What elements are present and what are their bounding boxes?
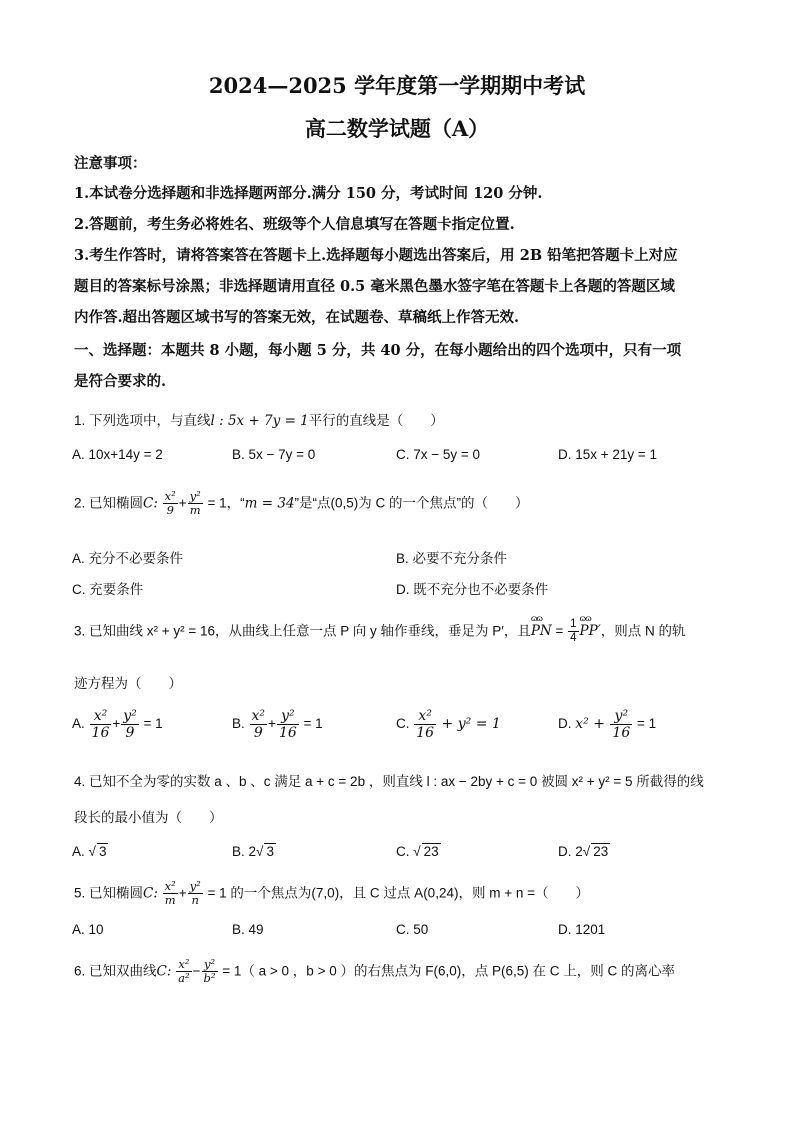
- q5-stem-end: = 1 的一个焦点为(7,0)，且 C 过点 A(0,24)，则 m + n =（ ）: [203, 885, 589, 901]
- q5-option-d: D. 1201: [558, 922, 606, 937]
- fraction: [610, 708, 632, 741]
- q2-fraction-x: [163, 490, 178, 517]
- q3-equals: =: [551, 623, 568, 639]
- notice-item: 3.考生作答时，请将答案答在答题卡上.选择题每小题选出答案后，用 2B 铅笔把答题卡上对应: [74, 247, 678, 264]
- q4-option-a: A. √ 3: [72, 844, 107, 859]
- q1-equation: l : 5x + 7y = 1: [210, 413, 309, 429]
- denominator: a²: [178, 971, 190, 986]
- numerator: y²: [277, 708, 299, 725]
- numerator: y²: [123, 708, 137, 724]
- fraction: [250, 708, 268, 741]
- q2-option-c: C. 充要条件: [72, 582, 144, 597]
- q2-stem-end: ”是“点(0,5)为 C 的一个焦点”的（ ）: [294, 495, 529, 511]
- numerator: x²: [251, 708, 266, 724]
- q3-vector-pn: ɷɷ PN: [531, 623, 552, 639]
- option-letter: D.: [558, 844, 572, 859]
- numerator: y²: [202, 958, 218, 972]
- q1-stem: 1. 下列选项中，与直线: [74, 413, 211, 428]
- option-letter: C.: [396, 844, 410, 859]
- numerator: y²: [610, 708, 632, 725]
- q3-vector-pp: ɷɷ PP′: [580, 623, 601, 639]
- numerator: x²: [90, 708, 112, 725]
- denominator: 16: [278, 725, 297, 742]
- equation-tail: = 1: [633, 716, 657, 732]
- q2-option-a: A. 充分不必要条件: [72, 551, 184, 566]
- q3-stem: 3. 已知曲线 x² + y² = 16，从曲线上任意一点 P 向 y 轴作垂线，垂足为 P′，且: [74, 623, 531, 639]
- notice-item: 内作答.超出答题区域书写的答案无效，在试题卷、草稿纸上作答无效.: [74, 309, 520, 326]
- question-5: 5. 已知椭圆C: $\frac{\text{x²}}{m}$ + $\frac{\text{y²}}{n}$ = 1 的一个焦点为(7,0)，且 C 过点 A(0,24)，则 m + n =（ ）: [74, 879, 589, 908]
- section-heading-cont: 是符合要求的.: [74, 373, 167, 390]
- q2-option-b: B. 必要不充分条件: [396, 551, 508, 566]
- numerator: x²: [176, 958, 191, 972]
- q6-fraction-y: [202, 958, 218, 985]
- section-heading: 一、选择题：本题共 8 小题，每小题 5 分，共 40 分，在每小题给出的四个选项中，只有一项: [74, 342, 682, 359]
- q1-option-b: B. 5x − 7y = 0: [232, 447, 316, 462]
- denominator: 16: [91, 725, 110, 742]
- radicand: 3: [98, 844, 107, 859]
- denominator: 4: [570, 632, 577, 645]
- q2-condition: m = 34: [244, 495, 295, 512]
- equation-tail: = 1: [139, 716, 163, 732]
- q5-option-b: B. 49: [232, 922, 264, 937]
- notice-item: 2.答题前，考生务必将姓名、班级等个人信息填写在答题卡指定位置.: [74, 216, 515, 233]
- q4-option-d: D. 2√ 23: [558, 844, 609, 859]
- q3-stem-cont: 迹方程为（ ）: [74, 676, 182, 691]
- denominator: 9: [125, 725, 135, 742]
- q2-option-d: D. 既不充分也不必要条件: [396, 582, 549, 597]
- q2-fraction-y: [188, 490, 203, 517]
- numerator: y²: [189, 879, 201, 893]
- q2-c: C:: [143, 495, 158, 512]
- coefficient: 2: [575, 844, 583, 859]
- q1-option-a: A. 10x+14y = 2: [72, 447, 163, 462]
- q5-fraction-y: [188, 880, 203, 907]
- question-3: [74, 618, 686, 645]
- q6-stem: 6. 已知双曲线: [74, 963, 157, 979]
- denominator: 9: [166, 503, 174, 518]
- option-letter: B.: [232, 716, 245, 732]
- exam-title: 2024—2025 学年度第一学期期中考试: [208, 73, 586, 98]
- denominator: n: [191, 893, 199, 908]
- question-2: 2. 已知椭圆C: $\frac{\text{x²}}{9}$ + $\frac{\text{y²}}{m}$ = 1，“m = 34”是“点(0,5)为 C 的一个焦点”的（ ）: [74, 489, 529, 518]
- notice-item: 1.本试卷分选择题和非选择题两部分.满分 150 分，考试时间 120 分钟.: [74, 185, 543, 202]
- q5-stem: 5. 已知椭圆: [74, 885, 144, 901]
- q1-option-c: C. 7x − 5y = 0: [396, 447, 481, 462]
- fraction: [414, 708, 436, 741]
- q6-c: C:: [156, 963, 172, 980]
- q3-fraction: [568, 618, 578, 645]
- denominator: m: [164, 893, 176, 908]
- notice-heading: 注意事项：: [74, 155, 147, 172]
- option-letter: C.: [396, 716, 410, 732]
- fraction: [121, 708, 139, 741]
- notice-item: 题目的答案标号涂黑；非选择题请用直径 0.5 毫米黑色墨水签字笔在答题卡上各题的答题区域: [74, 278, 675, 295]
- q5-option-a: A. 10: [72, 922, 104, 937]
- q4-stem-cont: 段长的最小值为（ ）: [74, 810, 223, 825]
- question-4: 4. 已知不全为零的实数 a 、b 、c 满足 a + c = 2b ，则直线 l : ax − 2by + c = 0 被圆 x² + y² = 5 所截得的线: [74, 774, 704, 789]
- q2-mid: = 1，“: [203, 495, 245, 511]
- q6-fraction-x: [176, 958, 191, 985]
- q6-stem-end: = 1（ a > 0 ，b > 0 ）的右焦点为 F(6,0)，点 P(6,5) 在 C 上，则 C 的离心率: [218, 963, 675, 979]
- exam-subtitle: 高二数学试题（A）: [304, 116, 490, 141]
- option-letter: A.: [72, 716, 85, 732]
- q4-option-b: B. 2√ 3: [232, 844, 274, 859]
- q5-option-c: C. 50: [396, 922, 429, 937]
- numerator: x²: [164, 489, 176, 503]
- equation-tail: + y² = 1: [437, 716, 501, 733]
- fraction: [90, 708, 112, 741]
- question-6: 6. 已知双曲线C: $\frac{\text{x²}}{\text{a²}}$ − $\frac{\text{y²}}{\text{b²}}$ = 1（ a > 0 ，b > 0 ）的右焦点为 F(6,0)，点 P(6,5) 在 C 上，则 C 的离心率: [74, 957, 675, 986]
- option-letter: D.: [558, 716, 572, 732]
- numerator: 1: [568, 618, 578, 632]
- coefficient: 2: [248, 844, 257, 859]
- numerator: x²: [414, 708, 436, 725]
- q3-option-d: [558, 708, 656, 741]
- q3-option-b: B. $\frac{\text{x²}}{9}$ + $\frac{\text{y²}}{16}$ = 1: [232, 708, 323, 742]
- option-letter: B.: [232, 844, 245, 859]
- q3-stem-end: ，则点 N 的轨: [600, 623, 686, 639]
- equation-tail: = 1: [299, 716, 323, 732]
- equation-head: x² +: [575, 716, 610, 733]
- q3-option-c: [396, 708, 501, 741]
- denominator: 16: [416, 725, 435, 742]
- radicand: 23: [423, 844, 439, 859]
- radicand: 23: [593, 844, 609, 859]
- radicand: 3: [266, 844, 274, 859]
- question-1: [74, 409, 444, 429]
- q1-stem-end: 平行的直线是（ ）: [308, 413, 444, 428]
- denominator: m: [189, 503, 201, 518]
- q5-fraction-x: [163, 880, 178, 907]
- denominator: 16: [612, 725, 631, 742]
- fraction: [277, 708, 299, 741]
- denominator: b²: [203, 971, 216, 986]
- q2-stem: 2. 已知椭圆: [74, 495, 144, 511]
- q1-option-d: D. 15x + 21y = 1: [558, 447, 658, 462]
- option-letter: A.: [72, 844, 85, 859]
- numerator: y²: [189, 489, 201, 503]
- q5-c: C:: [143, 885, 158, 902]
- q3-option-a: A. $\frac{\text{x²}}{16}$ + $\frac{\text{y²}}{9}$ = 1: [72, 708, 163, 742]
- q4-option-c: C. √ 23: [396, 844, 439, 859]
- denominator: 9: [253, 725, 263, 742]
- numerator: x²: [164, 879, 176, 893]
